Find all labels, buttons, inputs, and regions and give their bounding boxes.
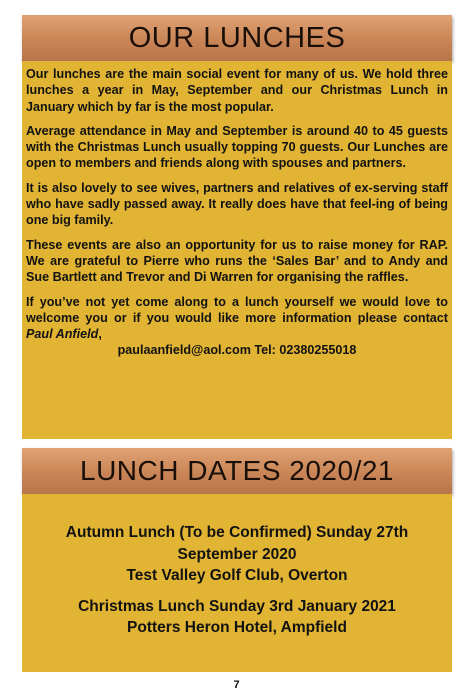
paragraph-fundraising: These events are also an opportunity for us to raise money for RAP. We are grateful to Pierre who runs the ‘Sales Bar’ and to Andy and Sue Bartlett and Trevor and Di Warren for organising the raffles. [26,237,448,285]
contact-intro: If you’ve not yet come along to a lunch yourself we would love to welcome you or if you would like more information please contact [26,294,448,325]
paragraph-attendance: Average attendance in May and September is around 40 to 45 guests with the Christmas Lunch usually topping 70 guests. Our Lunches are open to members and friends along with spouses and partners. [26,123,448,171]
christmas-lunch-venue: Potters Heron Hotel, Ampfield [127,619,347,636]
contact-comma: , [98,327,102,342]
lunch-dates-list [22,522,452,648]
autumn-lunch-entry [22,522,452,587]
lunches-panel [22,61,452,439]
paragraph-main-event: Our lunches are the main social event for many of us. We hold three lunches a year in May, September and our Christmas Lunch in January which by far is the most popular. [26,67,448,114]
autumn-lunch-venue: Test Valley Golf Club, Overton [126,567,348,584]
paragraph-family: It is also lovely to see wives, partners and relatives of ex-serving staff who have sadly passed away. It really does have that feel-ing of being one big family. [26,180,448,228]
contact-details: paulaanfield@aol.com Tel: 02380255018 [117,343,357,358]
our-lunches-heading: OUR LUNCHES [22,15,452,61]
contact-name: Paul Anfield [26,327,99,342]
christmas-lunch-entry [22,596,452,639]
lunch-dates-heading: LUNCH DATES 2020/21 [22,448,452,494]
paragraph-contact [26,294,448,343]
autumn-lunch-date-line1: Autumn Lunch (To be Confirmed) Sunday 27th [65,524,409,541]
christmas-lunch-date: Christmas Lunch Sunday 3rd January 2021 [78,597,396,615]
autumn-lunch-date-line2: September 2020 [177,545,297,563]
page-number: 7 [233,679,240,691]
lunch-dates-panel [22,494,452,672]
lunches-body [26,66,448,367]
